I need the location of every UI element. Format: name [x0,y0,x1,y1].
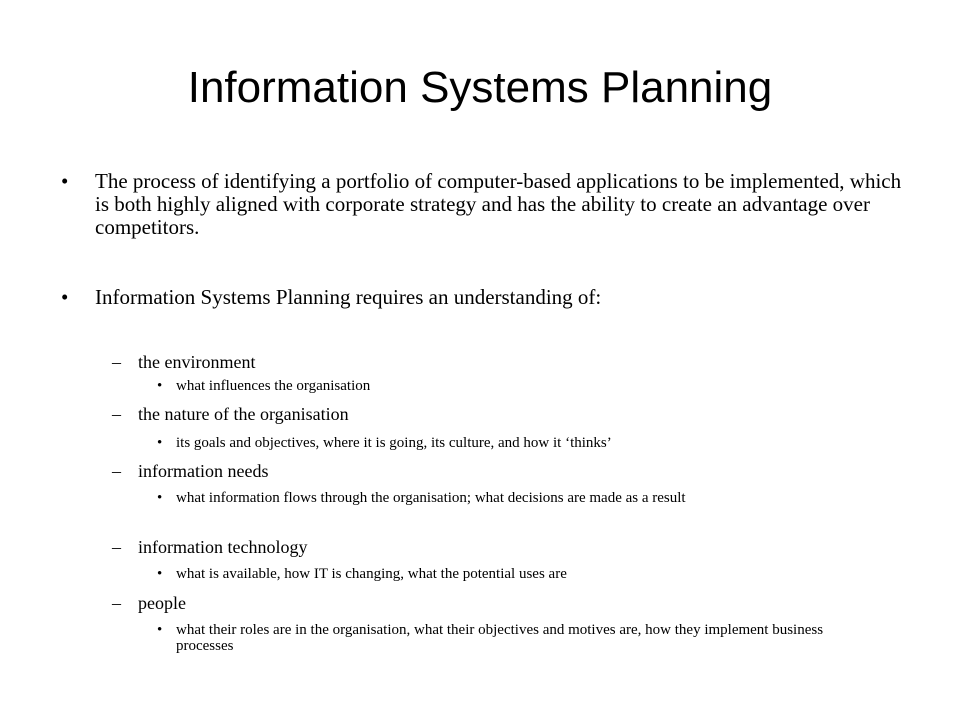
bullet-icon: • [157,435,163,451]
dash-icon: – [112,352,121,372]
sub-point-text: people [138,593,186,613]
dash-icon: – [112,537,121,557]
detail-text: what information flows through the organisation; what decisions are made as a result [176,490,686,506]
slide-title: Information Systems Planning [187,63,773,112]
bullet-icon: • [157,566,163,582]
detail-text: what their roles are in the organisation, what their objectives and motives are, how they implement business processes [176,622,824,654]
dash-icon: – [112,461,121,481]
detail-point [157,490,876,506]
detail-point [157,566,876,582]
bullet-icon: • [61,169,69,193]
bullet-text: The process of identifying a portfolio of computer-based applications to be implemented, which is both highly aligned with corporate strategy and has the ability to create an advantage over competitors. [95,169,902,239]
sub-point-text: the nature of the organisation [138,404,349,424]
sub-point-text: information technology [138,537,308,557]
bullet-icon: • [157,378,163,394]
dash-icon: – [112,404,121,424]
bullet-point [61,285,915,309]
sub-point [112,404,898,424]
bullet-icon: • [61,285,69,309]
bullet-text: Information Systems Planning requires an understanding of: [95,285,602,309]
sub-point [112,461,898,481]
sub-point-text: the environment [138,352,256,372]
detail-point [157,622,876,654]
sub-point [112,352,898,372]
detail-text: what influences the organisation [176,378,371,394]
dash-icon: – [112,593,121,613]
sub-point [112,537,898,557]
detail-text: what is available, how IT is changing, what the potential uses are [176,566,567,582]
bullet-icon: • [157,622,163,638]
bullet-icon: • [157,490,163,506]
sub-point-text: information needs [138,461,269,481]
detail-point [157,435,876,451]
detail-text: its goals and objectives, where it is going, its culture, and how it ‘thinks’ [176,435,612,451]
bullet-point [61,169,915,239]
sub-point [112,593,898,613]
detail-point [157,378,876,394]
